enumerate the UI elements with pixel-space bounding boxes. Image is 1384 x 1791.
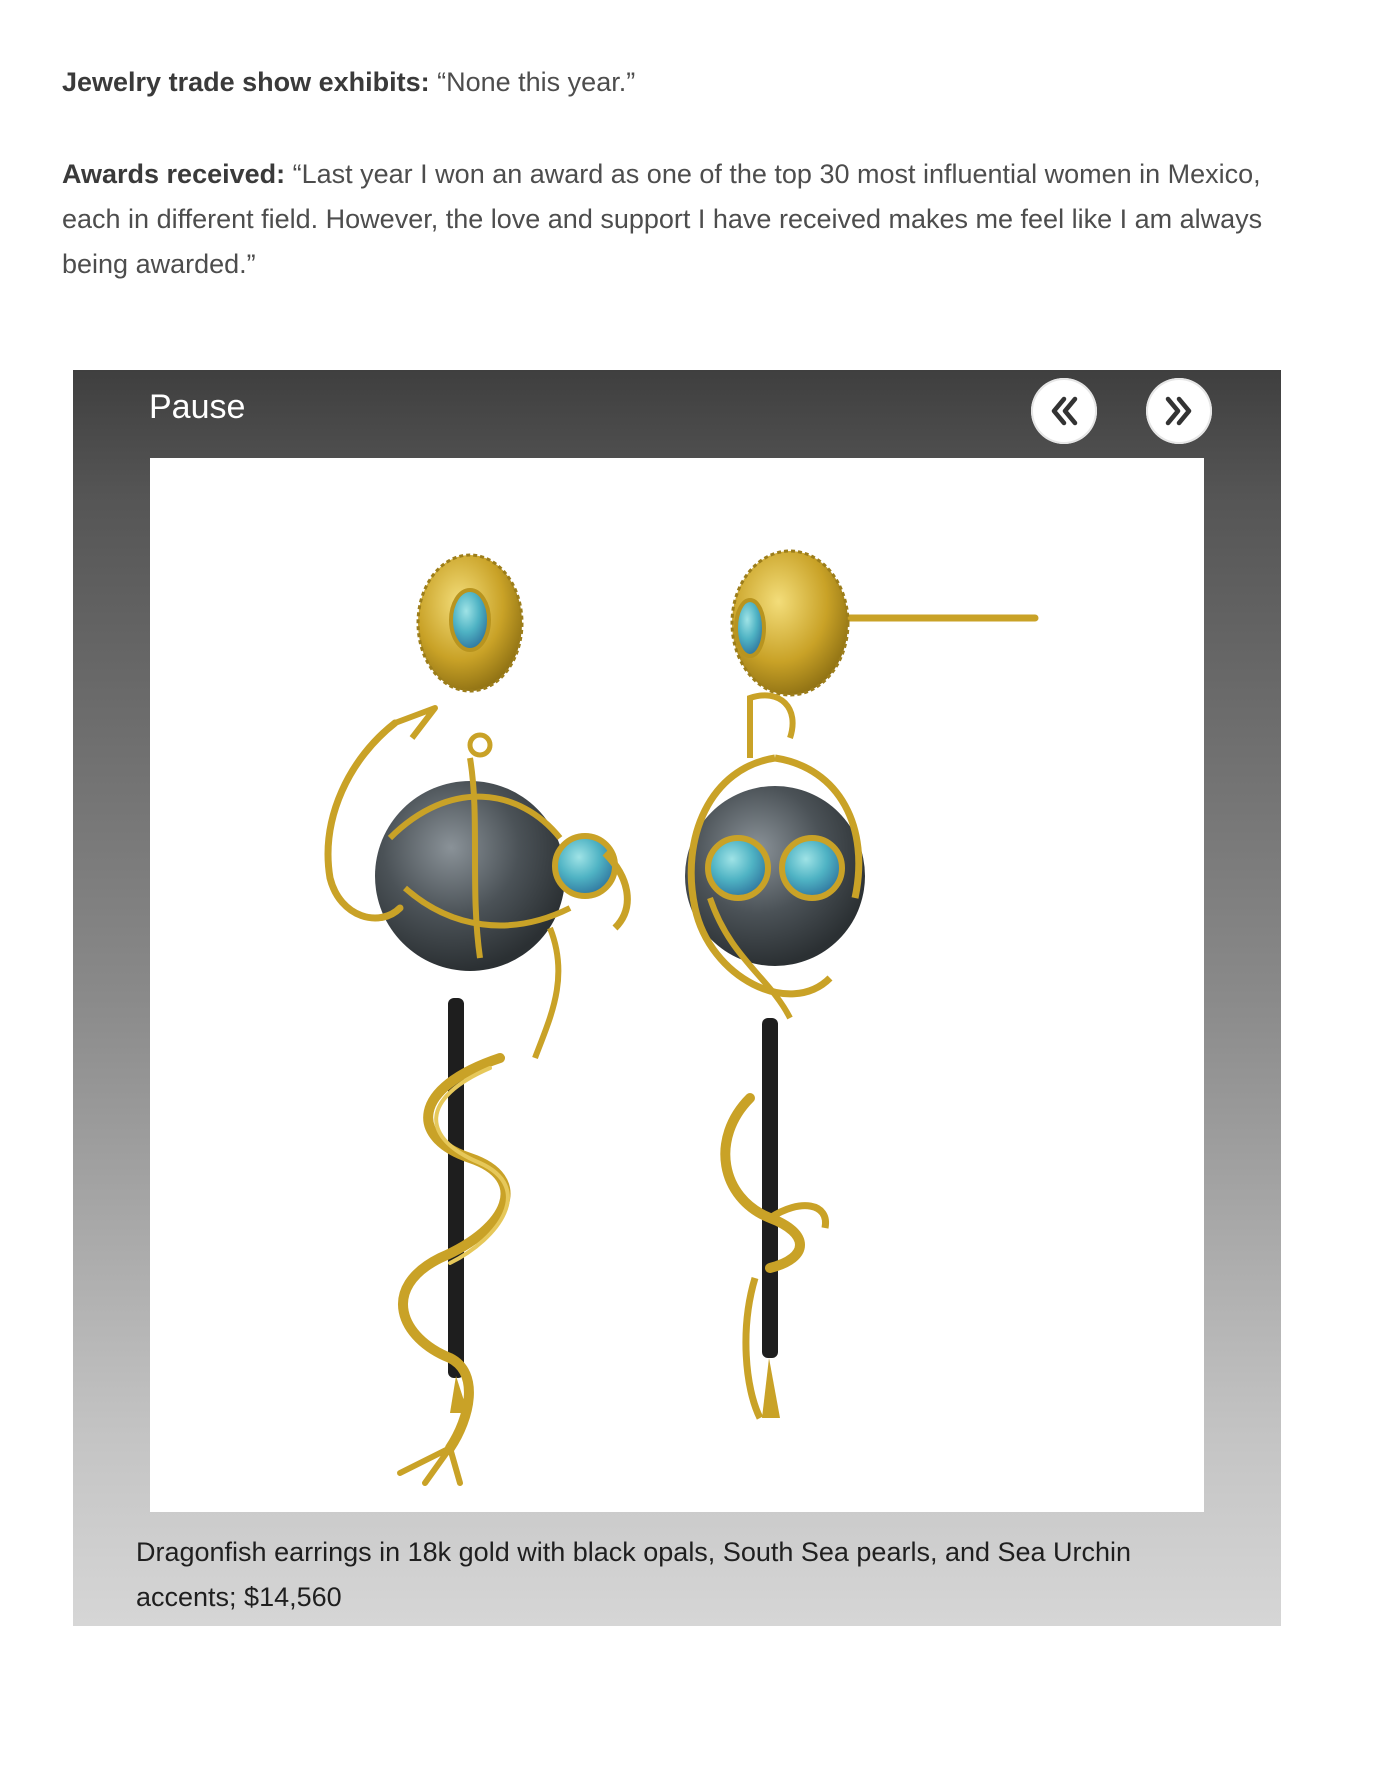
previous-slide-button[interactable] [1031, 378, 1097, 444]
awards-label: Awards received: [62, 159, 286, 189]
exhibits-text: “None this year.” [429, 67, 636, 97]
awards-paragraph [62, 152, 1292, 287]
exhibits-label: Jewelry trade show exhibits: [62, 67, 430, 97]
awards-text: “Last year I won an award as one of the top 30 most influential women in Mexico, each in different field. However, the love and support I have received makes me feel like I am always being awarded.” [62, 159, 1263, 279]
right-earring [685, 551, 1035, 1418]
left-earring [328, 555, 627, 1483]
chevrons-left-icon [1044, 391, 1084, 431]
earrings-illustration [150, 458, 1204, 1512]
next-slide-button[interactable] [1146, 378, 1212, 444]
slideshow [73, 370, 1281, 1626]
slide-caption: Dragonfish earrings in 18k gold with black opals, South Sea pearls, and Sea Urchin accents; $14,560 [136, 1537, 1132, 1612]
slide-image [150, 458, 1204, 1512]
exhibits-paragraph [62, 60, 1292, 105]
chevrons-right-icon [1159, 391, 1199, 431]
pause-button[interactable]: Pause [149, 388, 246, 426]
